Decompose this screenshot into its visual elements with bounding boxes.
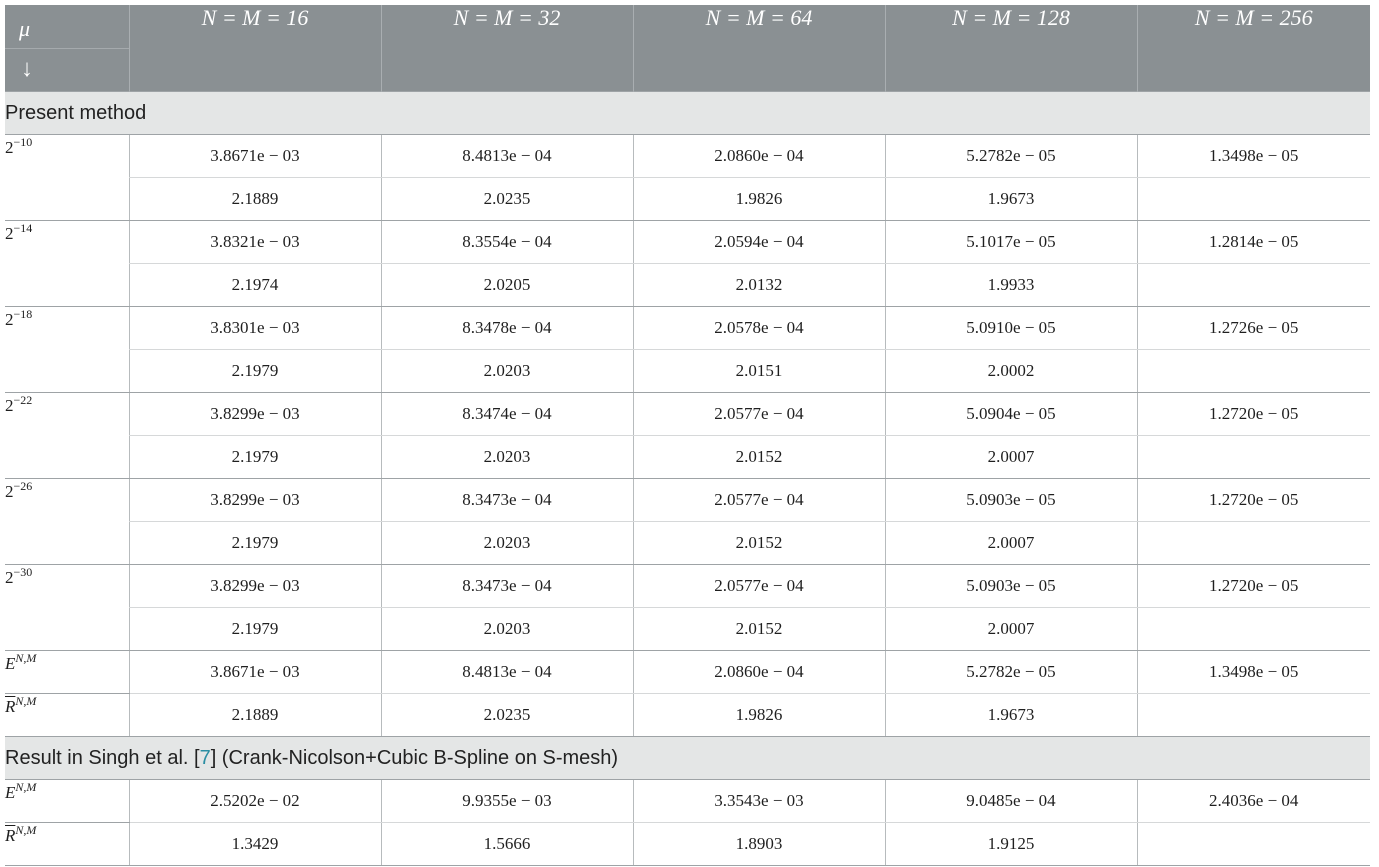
rate-row xyxy=(5,350,1370,393)
max-rate-cell xyxy=(1137,694,1370,737)
rate-cell: 2.0007 xyxy=(885,522,1137,565)
section-title-suffix: ] (Crank-Nicolson+Cubic B-Spline on S-mesh) xyxy=(210,746,619,769)
error-cell: 3.8299e − 03 xyxy=(129,565,381,608)
error-row xyxy=(5,221,1370,264)
error-cell: 1.2726e − 05 xyxy=(1137,307,1370,350)
column-header: N = M = 16 xyxy=(129,5,381,92)
r-bar-symbol: $\overline{R}$ xyxy=(5,826,16,845)
rate-cell: 2.0235 xyxy=(381,178,633,221)
rate-row xyxy=(5,178,1370,221)
mu-value-label xyxy=(5,307,129,393)
error-row xyxy=(5,135,1370,178)
error-cell: 2.0577e − 04 xyxy=(633,393,885,436)
mu-exponent: −14 xyxy=(13,221,33,235)
rate-cell: 2.1979 xyxy=(129,608,381,651)
rate-cell xyxy=(1137,350,1370,393)
mu-base: 2 xyxy=(5,482,14,501)
max-rate-cell: 1.8903 xyxy=(633,823,885,866)
e-superscript: N,M xyxy=(15,651,37,665)
error-cell: 8.3473e − 04 xyxy=(381,479,633,522)
error-cell: 3.8671e − 03 xyxy=(129,135,381,178)
rate-cell: 2.1979 xyxy=(129,522,381,565)
max-rate-label xyxy=(5,823,129,866)
citation-link[interactable]: 7 xyxy=(199,746,211,769)
error-cell: 1.2720e − 05 xyxy=(1137,565,1370,608)
column-header: N = M = 64 xyxy=(633,5,885,92)
mu-value-label xyxy=(5,393,129,479)
rate-cell xyxy=(1137,264,1370,307)
error-cell: 2.0577e − 04 xyxy=(633,479,885,522)
error-cell: 3.8299e − 03 xyxy=(129,479,381,522)
error-cell: 8.3474e − 04 xyxy=(381,393,633,436)
error-cell: 1.3498e − 05 xyxy=(1137,135,1370,178)
max-error-label xyxy=(5,780,129,823)
max-error-cell: 1.3498e − 05 xyxy=(1137,651,1370,694)
rate-cell: 2.0203 xyxy=(381,608,633,651)
rate-row xyxy=(5,522,1370,565)
max-error-cell: 2.0860e − 04 xyxy=(633,651,885,694)
error-row xyxy=(5,393,1370,436)
mu-base: 2 xyxy=(5,224,14,243)
r-superscript: N,M xyxy=(15,694,37,708)
mu-base: 2 xyxy=(5,396,14,415)
error-cell: 5.0903e − 05 xyxy=(885,479,1137,522)
mu-value-label xyxy=(5,135,129,221)
mu-base: 2 xyxy=(5,568,14,587)
down-arrow-icon: ↓ xyxy=(21,56,33,82)
max-rate-cell: 1.9826 xyxy=(633,694,885,737)
max-rate-cell: 1.3429 xyxy=(129,823,381,866)
max-rate-cell: 1.5666 xyxy=(381,823,633,866)
rate-cell: 2.0203 xyxy=(381,522,633,565)
rate-cell: 2.0151 xyxy=(633,350,885,393)
column-header: N = M = 256 xyxy=(1137,5,1370,92)
error-cell: 3.8299e − 03 xyxy=(129,393,381,436)
max-error-cell: 9.9355e − 03 xyxy=(381,780,633,823)
error-cell: 5.0910e − 05 xyxy=(885,307,1137,350)
rate-cell: 2.0203 xyxy=(381,436,633,479)
rate-cell: 2.0152 xyxy=(633,522,885,565)
max-rate-row xyxy=(5,694,1370,737)
rate-cell: 2.1979 xyxy=(129,350,381,393)
error-cell: 8.4813e − 04 xyxy=(381,135,633,178)
rate-cell: 1.9673 xyxy=(885,178,1137,221)
error-cell: 2.0578e − 04 xyxy=(633,307,885,350)
rate-cell xyxy=(1137,608,1370,651)
max-error-cell: 9.0485e − 04 xyxy=(885,780,1137,823)
rate-cell: 2.1889 xyxy=(129,178,381,221)
rate-cell: 2.0152 xyxy=(633,436,885,479)
column-header: N = M = 32 xyxy=(381,5,633,92)
r-superscript: N,M xyxy=(15,823,37,837)
max-rate-cell xyxy=(1137,823,1370,866)
r-bar-symbol: $\overline{R}$ xyxy=(5,697,16,716)
rate-cell: 1.9826 xyxy=(633,178,885,221)
column-header: N = M = 128 xyxy=(885,5,1137,92)
error-row xyxy=(5,307,1370,350)
rate-cell: 2.0002 xyxy=(885,350,1137,393)
rate-cell: 2.0203 xyxy=(381,350,633,393)
rate-cell xyxy=(1137,178,1370,221)
mu-exponent: −26 xyxy=(13,479,33,493)
error-cell: 3.8321e − 03 xyxy=(129,221,381,264)
mu-base: 2 xyxy=(5,310,14,329)
error-cell: 2.0577e − 04 xyxy=(633,565,885,608)
rate-cell: 2.1979 xyxy=(129,436,381,479)
mu-value-label xyxy=(5,221,129,307)
error-cell: 3.8301e − 03 xyxy=(129,307,381,350)
max-rate-row xyxy=(5,823,1370,866)
mu-base: 2 xyxy=(5,138,14,157)
results-table xyxy=(5,5,1370,866)
rate-cell: 2.0007 xyxy=(885,608,1137,651)
rate-row xyxy=(5,436,1370,479)
e-superscript: N,M xyxy=(15,780,37,794)
rate-cell xyxy=(1137,436,1370,479)
max-error-cell: 2.4036e − 04 xyxy=(1137,780,1370,823)
error-row xyxy=(5,479,1370,522)
e-symbol: E xyxy=(5,783,16,802)
rate-cell: 2.0205 xyxy=(381,264,633,307)
error-cell: 1.2720e − 05 xyxy=(1137,393,1370,436)
section-row-singh xyxy=(5,737,1370,780)
max-error-label xyxy=(5,651,129,694)
max-error-row xyxy=(5,651,1370,694)
rate-cell: 1.9933 xyxy=(885,264,1137,307)
error-cell: 8.3478e − 04 xyxy=(381,307,633,350)
rate-cell xyxy=(1137,522,1370,565)
error-cell: 5.0903e − 05 xyxy=(885,565,1137,608)
error-row xyxy=(5,565,1370,608)
rate-row xyxy=(5,264,1370,307)
mu-exponent: −30 xyxy=(13,565,33,579)
section-row-present-method xyxy=(5,92,1370,135)
mu-exponent: −10 xyxy=(13,135,33,149)
max-error-cell: 5.2782e − 05 xyxy=(885,651,1137,694)
error-cell: 8.3473e − 04 xyxy=(381,565,633,608)
e-symbol: E xyxy=(5,654,16,673)
mu-symbol: μ xyxy=(5,5,129,49)
max-rate-cell: 2.0235 xyxy=(381,694,633,737)
max-rate-label xyxy=(5,694,129,737)
mu-exponent: −22 xyxy=(13,393,33,407)
max-error-row xyxy=(5,780,1370,823)
rate-cell: 2.0152 xyxy=(633,608,885,651)
error-cell: 2.0594e − 04 xyxy=(633,221,885,264)
error-cell: 5.2782e − 05 xyxy=(885,135,1137,178)
error-cell: 8.3554e − 04 xyxy=(381,221,633,264)
mu-value-label xyxy=(5,565,129,651)
mu-value-label xyxy=(5,479,129,565)
rate-row xyxy=(5,608,1370,651)
section-title: Present method xyxy=(5,92,1370,135)
max-error-cell: 3.3543e − 03 xyxy=(633,780,885,823)
max-rate-cell: 2.1889 xyxy=(129,694,381,737)
rate-cell: 2.0132 xyxy=(633,264,885,307)
error-cell: 2.0860e − 04 xyxy=(633,135,885,178)
error-cell: 1.2720e − 05 xyxy=(1137,479,1370,522)
rate-cell: 2.1974 xyxy=(129,264,381,307)
max-error-cell: 3.8671e − 03 xyxy=(129,651,381,694)
rate-cell: 2.0007 xyxy=(885,436,1137,479)
mu-exponent: −18 xyxy=(13,307,33,321)
max-rate-cell: 1.9673 xyxy=(885,694,1137,737)
max-error-cell: 2.5202e − 02 xyxy=(129,780,381,823)
header-row xyxy=(5,5,1370,92)
error-cell: 5.1017e − 05 xyxy=(885,221,1137,264)
section-title xyxy=(5,737,1370,780)
error-cell: 5.0904e − 05 xyxy=(885,393,1137,436)
max-error-cell: 8.4813e − 04 xyxy=(381,651,633,694)
mu-header-cell xyxy=(5,5,129,92)
section-title-prefix: Result in Singh et al. [ xyxy=(5,746,200,769)
max-rate-cell: 1.9125 xyxy=(885,823,1137,866)
error-cell: 1.2814e − 05 xyxy=(1137,221,1370,264)
